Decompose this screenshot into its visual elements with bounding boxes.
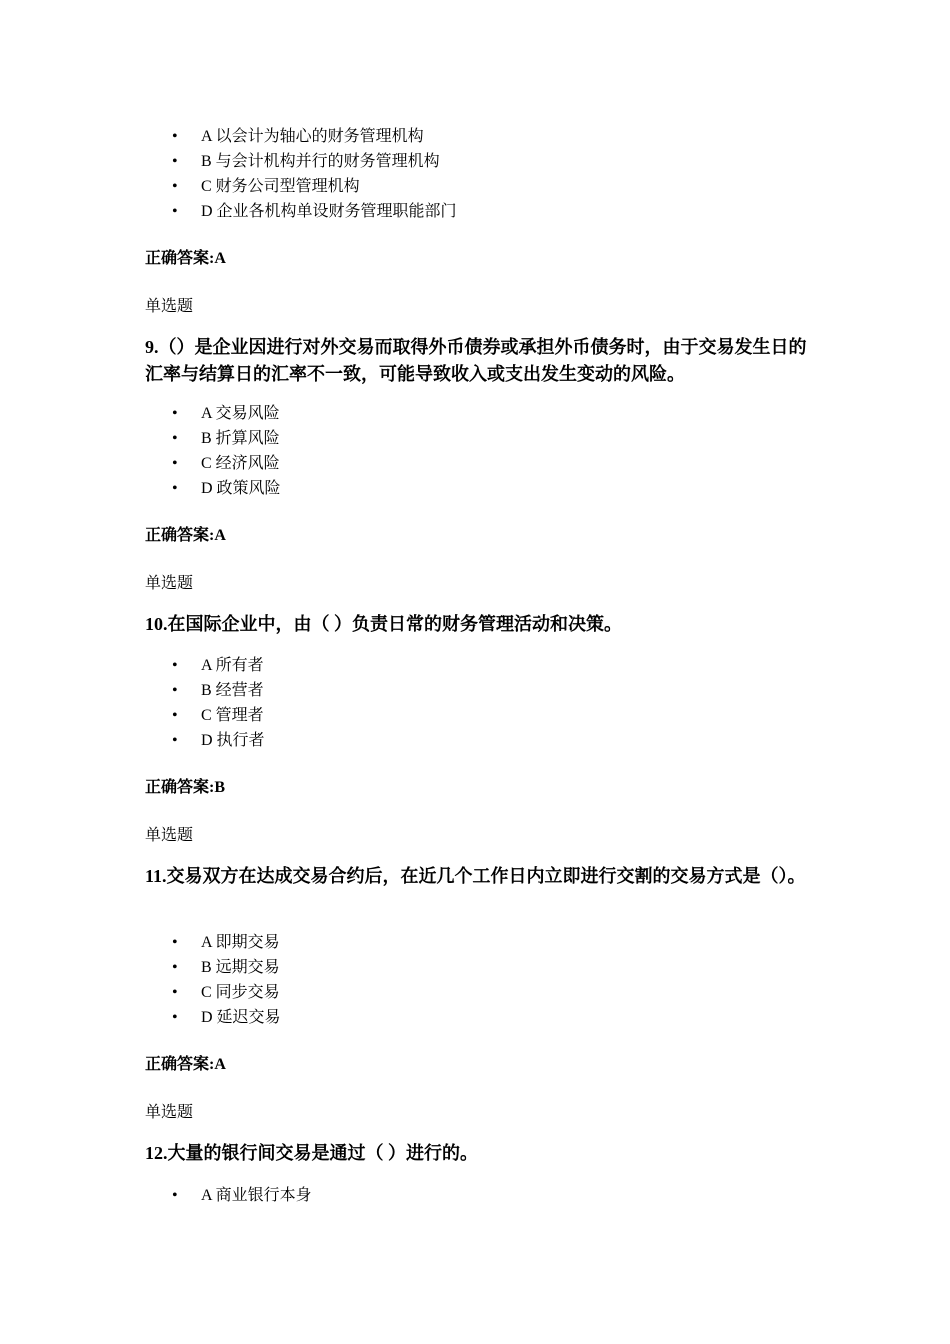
bullet-icon: • (172, 480, 178, 497)
option-item (0, 451, 950, 476)
option-text: A 即期交易 (201, 934, 280, 951)
answer-q9: 正确答案:A (145, 527, 226, 544)
bullet-icon: • (172, 178, 178, 195)
answer-q11: 正确答案:A (145, 1056, 226, 1073)
bullet-icon: • (172, 682, 178, 699)
question-text-q9: 9.（）是企业因进行对外交易而取得外币债券或承担外币债务时，由于交易发生日的汇率与结算日的汇率不一致，可能导致收入或支出发生变动的风险。 (145, 337, 807, 384)
question-11-options (0, 930, 950, 1030)
option-text: A 商业银行本身 (201, 1187, 312, 1204)
option-item (0, 199, 950, 224)
option-text: C 管理者 (201, 707, 264, 724)
question-10-options (0, 653, 950, 753)
option-item (0, 980, 950, 1005)
bullet-icon: • (172, 128, 178, 145)
answer-q8: 正确答案:A (145, 250, 226, 267)
bullet-icon: • (172, 657, 178, 674)
option-item (0, 1183, 950, 1208)
bullet-icon: • (172, 1009, 178, 1026)
option-list (0, 1183, 950, 1208)
question-9-options (0, 401, 950, 501)
option-text: D 延迟交易 (201, 1009, 281, 1026)
option-text: B 经营者 (201, 682, 264, 699)
bullet-icon: • (172, 959, 178, 976)
option-item (0, 476, 950, 501)
option-text: A 以会计为轴心的财务管理机构 (201, 128, 424, 145)
option-text: B 与会计机构并行的财务管理机构 (201, 153, 440, 170)
bullet-icon: • (172, 153, 178, 170)
option-text: C 财务公司型管理机构 (201, 178, 360, 195)
bullet-icon: • (172, 455, 178, 472)
bullet-icon: • (172, 203, 178, 220)
bullet-icon: • (172, 1187, 178, 1204)
answer-q10: 正确答案:B (145, 779, 226, 796)
question-text-q11: 11.交易双方在达成交易合约后，在近几个工作日内立即进行交割的交易方式是（）。 (145, 866, 806, 886)
option-text: A 所有者 (201, 657, 264, 674)
option-item (0, 653, 950, 678)
option-list (0, 401, 950, 501)
option-item (0, 124, 950, 149)
option-text: D 企业各机构单设财务管理职能部门 (201, 203, 457, 220)
bullet-icon: • (172, 934, 178, 951)
option-item (0, 1005, 950, 1030)
option-text: C 经济风险 (201, 455, 280, 472)
question-type-q11: 单选题 (145, 827, 194, 844)
option-list (0, 653, 950, 753)
option-text: B 远期交易 (201, 959, 280, 976)
question-type-q10: 单选题 (145, 575, 194, 592)
question-type-q9: 单选题 (145, 298, 194, 315)
bullet-icon: • (172, 405, 178, 422)
question-text-q10: 10.在国际企业中，由（ ）负责日常的财务管理活动和决策。 (145, 614, 622, 634)
question-text-q12: 12.大量的银行间交易是通过（ ）进行的。 (145, 1143, 478, 1163)
option-item (0, 426, 950, 451)
option-item (0, 401, 950, 426)
option-text: B 折算风险 (201, 430, 280, 447)
option-item (0, 930, 950, 955)
option-item (0, 955, 950, 980)
option-text: A 交易风险 (201, 405, 280, 422)
bullet-icon: • (172, 732, 178, 749)
option-item (0, 174, 950, 199)
option-item (0, 678, 950, 703)
option-item (0, 728, 950, 753)
option-text: C 同步交易 (201, 984, 280, 1001)
option-item (0, 703, 950, 728)
option-item (0, 149, 950, 174)
option-list (0, 930, 950, 1030)
option-text: D 政策风险 (201, 480, 281, 497)
bullet-icon: • (172, 984, 178, 1001)
bullet-icon: • (172, 430, 178, 447)
bullet-icon: • (172, 707, 178, 724)
question-type-q12: 单选题 (145, 1104, 194, 1121)
question-8-options (0, 124, 950, 224)
option-text: D 执行者 (201, 732, 265, 749)
option-list (0, 124, 950, 224)
question-12-options (0, 1183, 950, 1208)
